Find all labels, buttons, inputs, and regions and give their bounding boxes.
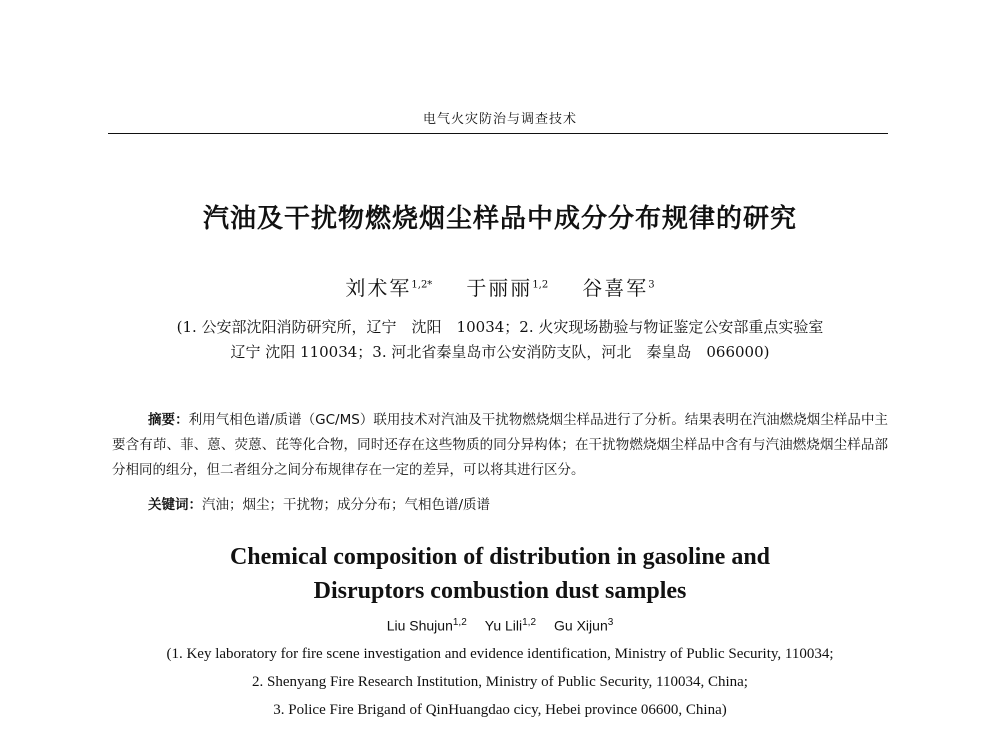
author-affil-sup: 3 <box>648 279 655 291</box>
en-authors <box>0 617 1000 634</box>
author-affil-sup: 1,2 <box>532 279 549 291</box>
author-name: 于丽丽 <box>466 276 533 300</box>
cn-affiliation-line: 辽宁 沈阳 110034；3. 河北省秦皇岛市公安消防支队，河北 秦皇岛 066000) <box>230 343 770 361</box>
journal-header: 电气火灾防治与调查技术 <box>422 112 577 127</box>
author-affil-sup: 3 <box>607 617 614 628</box>
en-title-line: Chemical composition of distribution in gasoline and <box>229 544 771 570</box>
en-title <box>0 540 1000 608</box>
en-title-line: Disruptors combustion dust samples <box>313 578 687 604</box>
author-affil-sup: 1,2 <box>452 617 467 628</box>
author-affil-sup: 1,2 <box>522 617 537 628</box>
abstract-text: 利用气相色谱/质谱（GC/MS）联用技术对汽油及干扰物燃烧烟尘样品进行了分析。结果表明在汽油燃烧烟尘样品中主要含有茚、菲、蒽、荧蒽、芘等化合物，同时还存在这些物质的同分异构体；在干扰物燃烧烟尘样品中含有与汽油燃烧烟尘样品部分相同的组分，但二者组分之间分布规律存在一定的差异，可以将其进行区分。 <box>112 412 889 478</box>
keywords-text: 汽油；烟尘；干扰物；成分分布；气相色谱/质谱 <box>202 497 491 513</box>
en-affiliation-line: (1. Key laboratory for fire scene investigation and evidence identification, Ministry of Public Security, 110034; <box>166 646 834 662</box>
keywords-label: 关键词： <box>148 497 202 513</box>
cn-abstract <box>112 408 888 483</box>
header-rule <box>108 133 888 134</box>
author-affil-sup: 1,2* <box>411 279 433 291</box>
author-name: Gu Xijun <box>554 617 608 634</box>
cn-title: 汽油及干扰物燃烧烟尘样品中成分分布规律的研究 <box>202 204 797 234</box>
cn-authors <box>0 272 1000 301</box>
abstract-label: 摘要： <box>148 412 189 428</box>
cn-keywords <box>148 493 490 513</box>
en-affiliation-line: 3. Police Fire Brigand of QinHuangdao cicy, Hebei province 06600, China) <box>273 702 727 718</box>
en-affiliation-line: 2. Shenyang Fire Research Institution, Ministry of Public Security, 110034, China; <box>252 674 748 690</box>
author-name: Yu Lili <box>484 617 523 634</box>
cn-affiliation-line: (1. 公安部沈阳消防研究所，辽宁 沈阳 10034；2. 火灾现场勘验与物证鉴定公安部重点实验室 <box>176 318 824 336</box>
author-name: Liu Shujun <box>386 617 453 634</box>
author-name: 刘术军 <box>345 276 412 300</box>
author-name: 谷喜军 <box>582 276 649 300</box>
